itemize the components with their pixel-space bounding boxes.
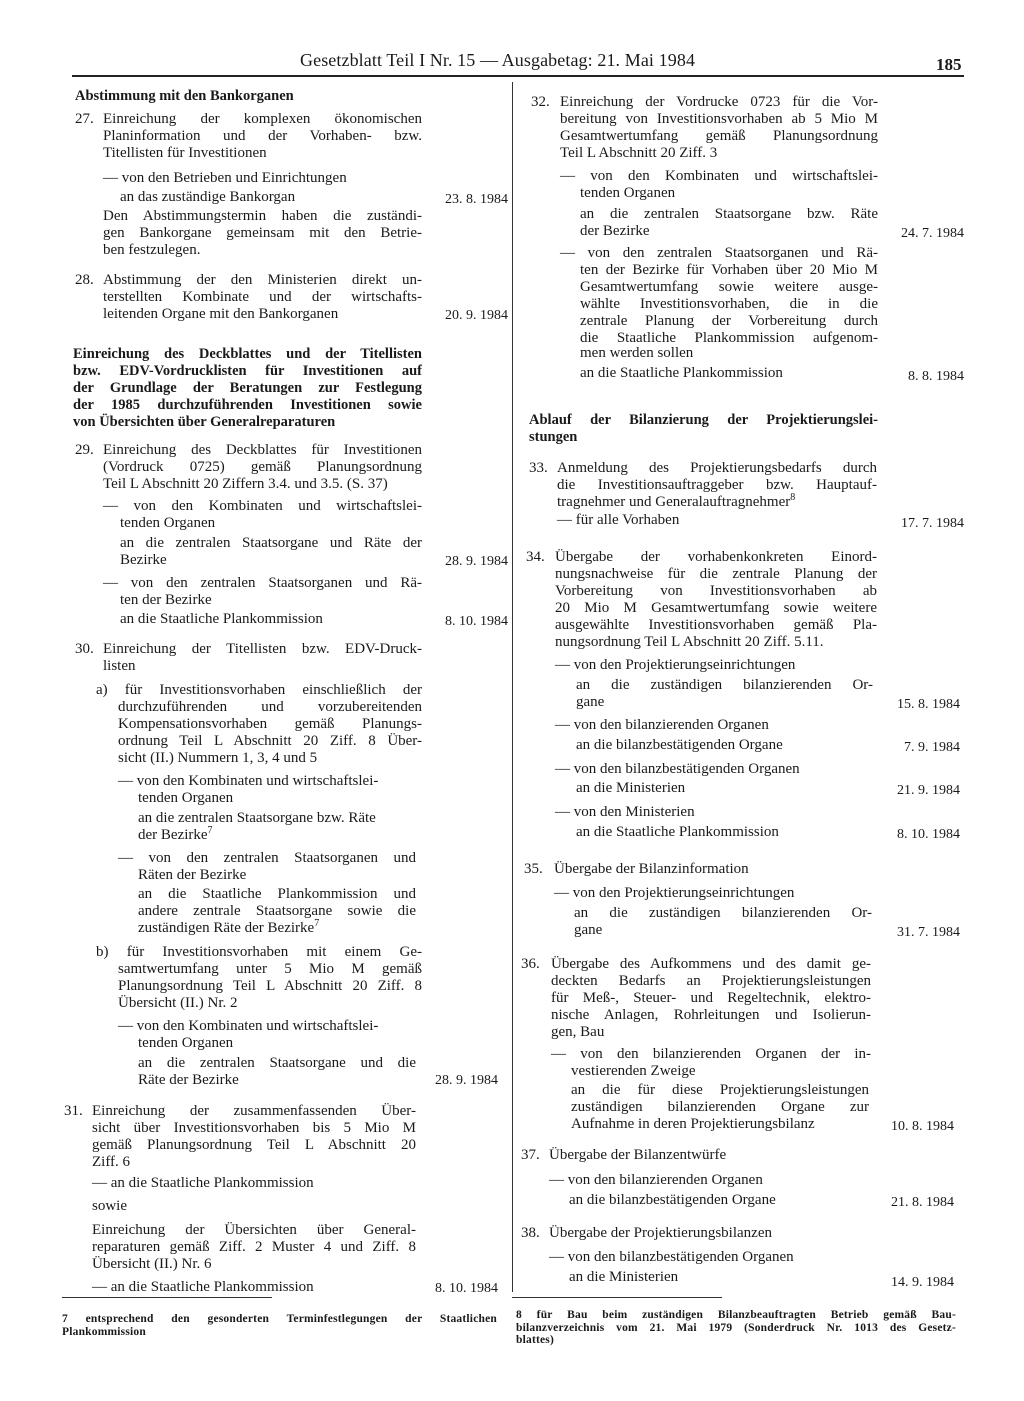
text-line: nische Anlagen, Rohrleitungen und Isolierun- — [551, 1007, 871, 1023]
deadline-date: 8. 10. 1984 — [435, 1281, 498, 1296]
page-number: 185 — [936, 55, 962, 74]
item-number: 37. — [521, 1147, 540, 1163]
to-line: an die zentralen Staatsorgane und Räte der — [120, 535, 422, 551]
deadline-date: 21. 8. 1984 — [891, 1195, 954, 1210]
text-line: Einreichung der Übersichten über General- — [92, 1222, 416, 1238]
text-line: Einreichung des Deckblattes für Investitionen — [103, 442, 422, 458]
text-line: ordnung Teil L Abschnitt 20 Ziff. 8 Über- — [118, 733, 422, 749]
deadline-date: 10. 8. 1984 — [891, 1119, 954, 1134]
footnote — [62, 1313, 497, 1338]
footnote-line: bilanzverzeichnis vom 21. Mai 1979 (Sonderdruck Nr. 1013 des Gesetz- — [516, 1321, 956, 1334]
text-run: zuständigen Räte der Bezirke — [138, 920, 315, 936]
text-line: deckten Bedarfs an Projektierungsleistungen — [551, 973, 871, 989]
section-heading: stungen — [529, 429, 578, 445]
to-line: Bezirke — [120, 552, 167, 568]
item-number: 31. — [64, 1103, 83, 1119]
footnote-ref: 7 — [314, 918, 320, 929]
deadline-date: 31. 7. 1984 — [897, 925, 960, 940]
deadline-date: 21. 9. 1984 — [897, 783, 960, 798]
text-line: samtwertumfang unter 5 Mio M gemäß — [118, 961, 422, 977]
section-heading: Einreichung des Deckblattes und der Titellisten — [73, 346, 422, 362]
text-line: Einreichung der komplexen ökonomischen — [103, 111, 422, 127]
from-line: tenden Organen — [138, 790, 234, 806]
text-line: 20 Mio M Gesamtwertumfang sowie weitere — [555, 600, 877, 616]
text-line: Übergabe der Bilanzinformation — [554, 861, 749, 877]
to-line: an die Ministerien — [569, 1269, 679, 1285]
header-rule — [72, 75, 964, 77]
from-line: die Staatliche Plankommission aufgenom- — [580, 330, 878, 346]
deadline-date: 7. 9. 1984 — [904, 740, 960, 755]
to-line: Aufnahme in deren Projektierungsbilanz — [571, 1116, 815, 1132]
deadline-date: 23. 8. 1984 — [445, 192, 508, 207]
to-line: der Bezirke — [580, 223, 650, 239]
section-heading: der Grundlage der Beratungen zur Festlegung — [73, 380, 422, 396]
from-line: — von den Ministerien — [555, 804, 695, 820]
item-number: 29. — [75, 442, 94, 458]
item-number: 30. — [75, 641, 94, 657]
text-line: Übergabe des Aufkommens und des damit ge- — [551, 956, 871, 972]
to-line: — an die Staatliche Plankommission — [92, 1175, 314, 1191]
from-line: — für alle Vorhaben — [557, 512, 680, 528]
item-number: 36. — [521, 956, 540, 972]
text-line: nungsnachweise für die zentrale Planung der — [555, 566, 877, 582]
from-line: — von den zentralen Staatsorganen und — [118, 850, 416, 866]
text-line: Anmeldung des Projektierungsbedarfs durch — [557, 460, 877, 476]
footnote-ref: 7 — [207, 825, 213, 836]
text-line: Übersicht (II.) Nr. 2 — [118, 995, 238, 1011]
to-line: an die Staatliche Plankommission — [576, 824, 779, 840]
from-line: men werden sollen — [580, 345, 694, 361]
text-line: b) für Investitionsvorhaben mit einem Ge- — [96, 944, 422, 960]
footnote-rule — [512, 1297, 722, 1298]
text-line: Teil L Abschnitt 20 Ziffern 3.4. und 3.5. (S. 37) — [103, 476, 388, 492]
column-divider — [512, 82, 513, 1292]
from-line: — von den bilanzbestätigenden Organen — [549, 1249, 794, 1265]
deadline-date: 17. 7. 1984 — [901, 516, 964, 531]
from-line: Gesamtwertumfang sowie weitere ausge- — [580, 279, 878, 295]
text-line: Den Abstimmungstermin haben die zuständi- — [103, 208, 422, 224]
text-line: Teil L Abschnitt 20 Ziff. 3 — [560, 145, 718, 161]
from-line: — von den Betrieben und Einrichtungen — [103, 170, 347, 186]
from-line: — von den bilanzierenden Organen der in- — [551, 1046, 871, 1062]
from-line: wählte Investitionsvorhaben, die in die — [580, 296, 878, 312]
text-line: leitenden Organe mit den Bankorganen — [103, 306, 339, 322]
deadline-date: 20. 9. 1984 — [445, 308, 508, 323]
to-line: Räte der Bezirke — [138, 1072, 239, 1088]
to-line: an die bilanzbestätigenden Organe — [576, 737, 783, 753]
deadline-date: 8. 10. 1984 — [897, 827, 960, 842]
deadline-date: 24. 7. 1984 — [901, 226, 964, 241]
text-line: Einreichung der zusammenfassenden Über- — [92, 1103, 416, 1119]
from-line: — von den zentralen Staatsorganen und Rä- — [103, 575, 422, 591]
from-line: — von den zentralen Staatsorganen und Rä- — [560, 245, 878, 261]
to-line: an die Staatliche Plankommission und — [138, 886, 416, 902]
text-line: gen Bankorgane gemeinsam mit den Betrie- — [103, 225, 422, 241]
text-line: Übergabe der Projektierungsbilanzen — [549, 1225, 772, 1241]
text-line: Ziff. 6 — [92, 1154, 131, 1170]
text-line: ausgewählte Investitionsvorhaben gemäß Pla- — [555, 617, 877, 633]
footnote-line: blattes) — [516, 1334, 555, 1346]
from-line: — von den Kombinaten und wirtschaftslei- — [118, 773, 379, 789]
from-line: ten der Bezirke für Vorhaben über 20 Mio M — [580, 262, 878, 278]
text-line: sicht über Investitionsvorhaben bis 5 Mio M — [92, 1120, 416, 1136]
text-line: sicht (II.) Nummern 1, 3, 4 und 5 — [118, 750, 318, 766]
text-line: sowie — [92, 1198, 127, 1214]
to-line: an die zentralen Staatsorgane bzw. Räte — [580, 206, 878, 222]
item-number: 27. — [75, 111, 94, 127]
to-line: an die Staatliche Plankommission — [120, 611, 323, 627]
text-line: die Investitionsauftraggeber bzw. Hauptauf- — [557, 477, 877, 493]
section-heading: bzw. EDV-Vordrucklisten für Investitionen auf — [73, 363, 422, 379]
item-number: 35. — [524, 861, 543, 877]
text-line: Übergabe der Bilanzentwürfe — [549, 1147, 727, 1163]
text-line: Übergabe der vorhabenkonkreten Einord- — [555, 549, 877, 565]
section-heading: der 1985 durchzuführenden Investitionen sowie — [73, 397, 422, 413]
to-line: an die zuständigen bilanzierenden Or- — [574, 905, 872, 921]
text-line: Planinformation und der Vorhaben- bzw. — [103, 128, 422, 144]
item-number: 33. — [529, 460, 548, 476]
to-line: an die zentralen Staatsorgane bzw. Räte — [138, 810, 376, 826]
to-line: andere zentrale Staatsorgane sowie die — [138, 903, 416, 919]
deadline-date: 15. 8. 1984 — [897, 697, 960, 712]
from-line: Räten der Bezirke — [138, 867, 247, 883]
to-line: an die Staatliche Plankommission — [580, 365, 783, 381]
text-line: gen, Bau — [551, 1024, 605, 1040]
text-line: terstellten Kombinate und der wirtschafts- — [103, 289, 422, 305]
deadline-date: 8. 8. 1984 — [908, 369, 964, 384]
from-line: ten der Bezirke — [120, 592, 212, 608]
text-run: tragnehmer und Generalauftragnehmer — [557, 494, 791, 510]
footnote — [516, 1309, 956, 1347]
text-line: durchzuführenden und vorzubereitenden — [118, 699, 422, 715]
text-line: Abstimmung der den Ministerien direkt un- — [103, 272, 422, 288]
text-line: Übersicht (II.) Nr. 6 — [92, 1256, 212, 1272]
from-line: — von den Kombinaten und wirtschaftslei- — [103, 498, 422, 514]
from-line: — von den bilanzierenden Organen — [555, 717, 769, 733]
from-line: — von den Projektierungseinrichtungen — [555, 657, 796, 673]
text-line: (Vordruck 0725) gemäß Planungsordnung — [103, 459, 422, 475]
text-line: Titellisten für Investitionen — [103, 145, 267, 161]
page-header-title: Gesetzblatt Teil I Nr. 15 — Ausgabetag: 21. Mai 1984 — [300, 50, 696, 70]
footnote-ref: 8 — [790, 492, 796, 503]
deadline-date: 8. 10. 1984 — [445, 614, 508, 629]
section-heading: Abstimmung mit den Bankorganen — [75, 88, 294, 104]
text-line: a) für Investitionsvorhaben einschließlich der — [96, 682, 422, 698]
footnote-line: 8 für Bau beim zuständigen Bilanzbeauftragten Betrieb gemäß Bau- — [516, 1309, 956, 1321]
to-line — [138, 920, 319, 937]
to-line: gane — [576, 694, 605, 710]
section-heading: Ablauf der Bilanzierung der Projektierungslei- — [529, 412, 878, 428]
from-line: — von den Kombinaten und wirtschaftslei- — [560, 168, 878, 184]
to-line: an die zentralen Staatsorgane und die — [138, 1055, 416, 1071]
footnote-rule — [62, 1297, 272, 1298]
deadline-date: 28. 9. 1984 — [435, 1073, 498, 1088]
from-line: vestierenden Zweige — [571, 1063, 696, 1079]
deadline-date: 14. 9. 1984 — [891, 1275, 954, 1290]
deadline-date: 28. 9. 1984 — [445, 554, 508, 569]
footnote-line: 7 entsprechend den gesonderten Terminfestlegungen der Staatlichen — [62, 1313, 497, 1325]
text-run: der Bezirke — [138, 827, 208, 843]
text-line — [557, 494, 795, 511]
text-line: Kompensationsvorhaben gemäß Planungs- — [118, 716, 422, 732]
to-line: gane — [574, 922, 603, 938]
to-line: zuständigen bilanzierenden Organe zur — [571, 1099, 869, 1115]
to-line: an das zuständige Bankorgan — [120, 189, 296, 205]
section-heading: von Übersichten über Generalreparaturen — [73, 414, 336, 430]
from-line: zentrale Planung der Vorbereitung durch — [580, 313, 878, 329]
text-line: bereitung von Investitionsvorhaben ab 5 Mio M — [560, 111, 878, 127]
to-line: — an die Staatliche Plankommission — [92, 1279, 314, 1295]
text-line: Vorbereitung von Investitionsvorhaben ab — [555, 583, 877, 599]
text-line: Gesamtwertumfang gemäß Planungsordnung — [560, 128, 878, 144]
item-number: 38. — [521, 1225, 540, 1241]
footnote-line: Plankommission — [62, 1325, 146, 1338]
text-line: ben festzulegen. — [103, 242, 201, 258]
text-line: Einreichung der Titellisten bzw. EDV-Druck- — [103, 641, 422, 657]
to-line: an die bilanzbestätigenden Organe — [569, 1192, 776, 1208]
item-number: 32. — [531, 94, 550, 110]
from-line: — von den Projektierungseinrichtungen — [554, 885, 795, 901]
from-line: — von den Kombinaten und wirtschaftslei- — [118, 1018, 379, 1034]
from-line: tenden Organen — [138, 1035, 234, 1051]
item-number: 28. — [75, 272, 94, 288]
item-number: 34. — [526, 549, 545, 565]
from-line: — von den bilanzbestätigenden Organen — [555, 761, 800, 777]
to-line: an die für diese Projektierungsleistungen — [571, 1082, 869, 1098]
text-line: Einreichung der Vordrucke 0723 für die Vor- — [560, 94, 878, 110]
text-line: nungsordnung Teil L Abschnitt 20 Ziff. 5.11. — [555, 634, 824, 650]
to-line: an die zuständigen bilanzierenden Or- — [576, 677, 873, 693]
text-line: gemäß Planungsordnung Teil L Abschnitt 20 — [92, 1137, 416, 1153]
from-line: tenden Organen — [580, 185, 676, 201]
to-line: an die Ministerien — [576, 780, 686, 796]
from-line: — von den bilanzierenden Organen — [549, 1172, 763, 1188]
text-line: reparaturen gemäß Ziff. 2 Muster 4 und Ziff. 8 — [92, 1239, 416, 1255]
text-line: listen — [103, 658, 136, 674]
text-line: Planungsordnung Teil L Abschnitt 20 Ziff. 8 — [118, 978, 422, 994]
to-line — [138, 827, 213, 844]
from-line: tenden Organen — [120, 515, 216, 531]
text-line: für Meß-, Steuer- und Regeltechnik, elektro- — [551, 990, 871, 1006]
